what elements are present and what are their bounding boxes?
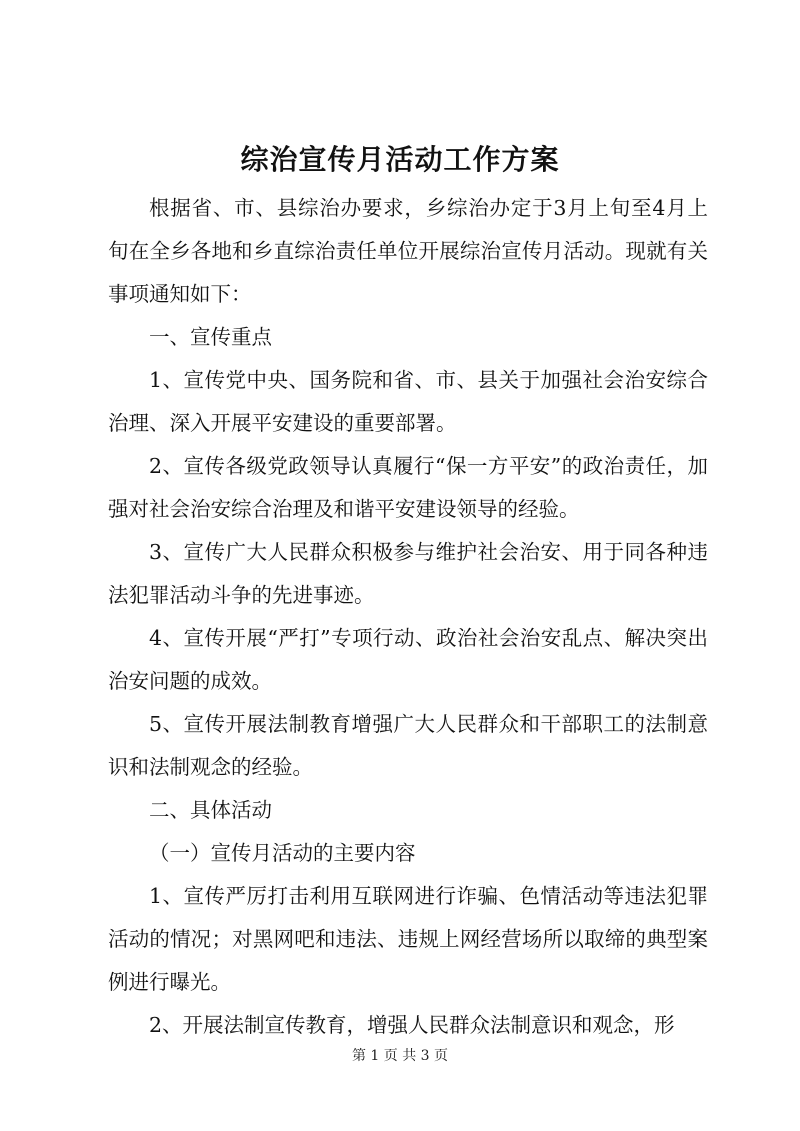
document-title: 综治宣传月活动工作方案 — [240, 143, 560, 176]
activity-item-1: 1、宣传严厉打击利用互联网进行诈骗、色情活动等违法犯罪活动的情况；对黑网吧和违法、违规上网经营场所以取缔的典型案例进行曝光。 — [108, 884, 708, 994]
section-heading-1: 一、宣传重点 — [149, 325, 272, 349]
page-footer: 第 1 页 共 3 页 — [351, 1048, 449, 1064]
paragraph-item-2: 2、宣传各级党政领导认真履行“保一方平安”的政治责任，加强对社会治安综合治理及和谐平安建设领导的经验。 — [108, 454, 708, 521]
paragraph-item-3: 3、宣传广大人民群众积极参与维护社会治安、用于同各种违法犯罪活动斗争的先进事迹。 — [108, 540, 708, 607]
paragraph-item-4: 4、宣传开展“严打”专项行动、政治社会治安乱点、解决突出治安问题的成效。 — [108, 626, 708, 693]
document-body — [108, 187, 708, 1047]
paragraph-item-5: 5、宣传开展法制教育增强广大人民群众和干部职工的法制意识和法制观念的经验。 — [108, 712, 708, 779]
section-heading-2: 二、具体活动 — [149, 798, 272, 822]
intro-paragraph: 根据省、市、县综治办要求，乡综治办定于3月上旬至4月上旬在全乡各地和乡直综治责任单位开展综治宣传月活动。现就有关事项通知如下： — [108, 196, 708, 306]
activity-item-2: 2、开展法制宣传教育，增强人民群众法制意识和观念，形 — [149, 1013, 675, 1037]
paragraph-item-1: 1、宣传党中央、国务院和省、市、县关于加强社会治安综合治理、深入开展平安建设的重要部署。 — [108, 368, 708, 435]
subsection-heading-1: （一）宣传月活动的主要内容 — [149, 841, 416, 865]
